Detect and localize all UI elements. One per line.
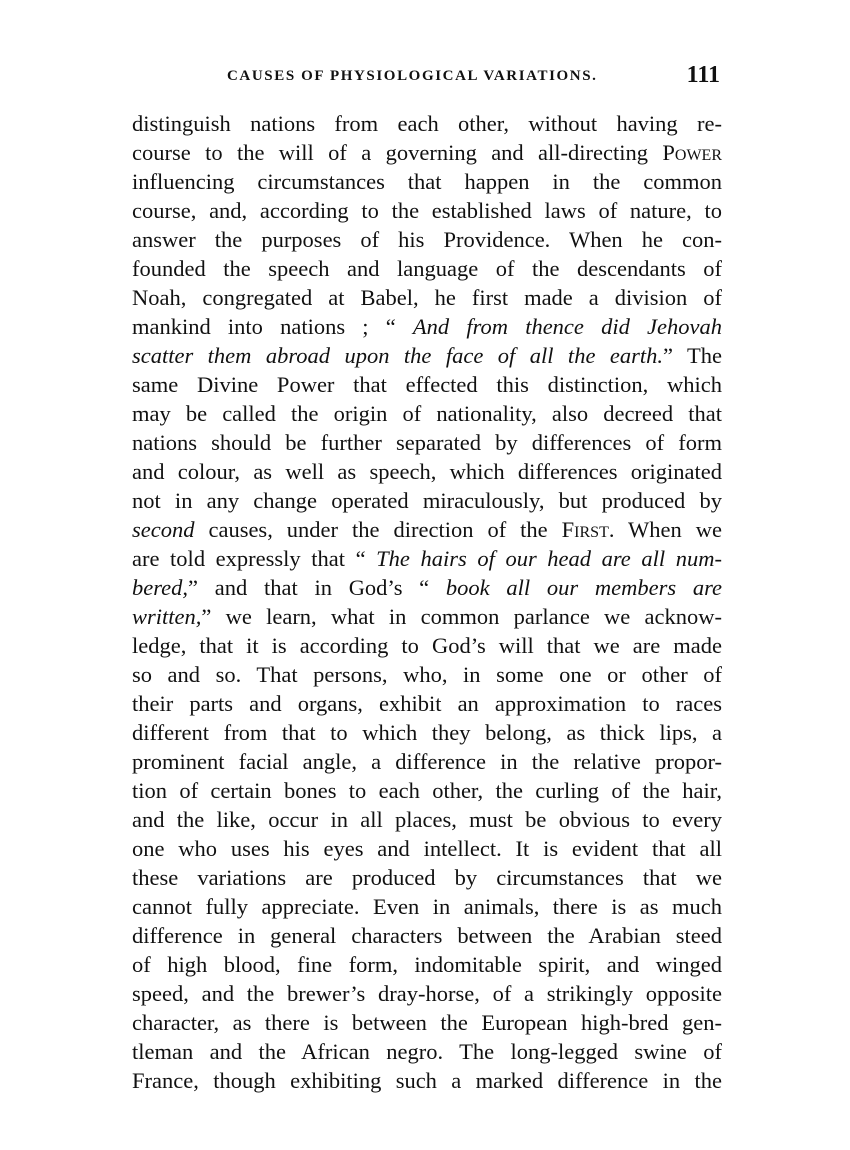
text-line: mankind into nations ; “ And from thence did Jehovah bbox=[132, 314, 722, 339]
page-header bbox=[132, 62, 722, 98]
text-line: are told expressly that “ The hairs of our head are all num- bbox=[132, 546, 722, 571]
text-line: one who uses his eyes and intellect. It is evident that all bbox=[132, 836, 722, 861]
text-line: France, though exhibiting such a marked difference in the bbox=[132, 1068, 722, 1093]
text-line: written,” we learn, what in common parlance we acknow- bbox=[132, 604, 722, 629]
italic-quote: book all our members are bbox=[445, 575, 722, 600]
text-line: may be called the origin of nationality, also decreed that bbox=[132, 401, 722, 426]
text-line: prominent facial angle, a difference in the relative propor- bbox=[132, 749, 722, 774]
text-line: and colour, as well as speech, which differences originated bbox=[132, 459, 722, 484]
small-caps-word: First bbox=[561, 517, 609, 542]
text-line: scatter them abroad upon the face of all the earth.” The bbox=[132, 343, 723, 368]
italic-quote: The hairs of our head are all num- bbox=[376, 546, 722, 571]
text-line: Noah, congregated at Babel, he first made a division of bbox=[132, 285, 722, 310]
text-line: these variations are produced by circumstances that we bbox=[132, 865, 722, 890]
text-line: founded the speech and language of the descendants of bbox=[132, 256, 722, 281]
text-line: not in any change operated miraculously, but produced by bbox=[132, 488, 722, 513]
italic-quote: scatter them abroad upon the face of all the earth. bbox=[132, 343, 663, 368]
text-line: course to the will of a governing and all-directing Power bbox=[132, 140, 722, 165]
text-line: different from that to which they belong, as thick lips, a bbox=[132, 720, 722, 745]
text-line: character, as there is between the European high-bred gen- bbox=[132, 1010, 722, 1035]
italic-quote: bered, bbox=[132, 575, 189, 600]
text-line: course, and, according to the established laws of nature, to bbox=[132, 198, 722, 223]
text-line: cannot fully appreciate. Even in animals, there is as much bbox=[132, 894, 722, 919]
page-number: 111 bbox=[686, 62, 720, 88]
small-caps-word: Power bbox=[662, 140, 722, 165]
text-line: answer the purposes of his Providence. When he con- bbox=[132, 227, 722, 252]
text-line: bered,” and that in God’s “ book all our members are bbox=[132, 575, 722, 600]
text-line: so and so. That persons, who, in some one or other of bbox=[132, 662, 722, 687]
text-line: their parts and organs, exhibit an approximation to races bbox=[132, 691, 722, 716]
text-line: ledge, that it is according to God’s will that we are made bbox=[132, 633, 722, 658]
text-line: nations should be further separated by differences of form bbox=[132, 430, 722, 455]
italic-quote: written, bbox=[132, 604, 202, 629]
text-line: second causes, under the direction of the First. When we bbox=[132, 517, 722, 542]
body-text bbox=[132, 109, 722, 1095]
text-line: speed, and the brewer’s dray-horse, of a strikingly opposite bbox=[132, 981, 722, 1006]
text-line: distinguish nations from each other, without having re- bbox=[132, 111, 722, 136]
text-line: difference in general characters between the Arabian steed bbox=[132, 923, 722, 948]
text-line: influencing circumstances that happen in the common bbox=[132, 169, 722, 194]
italic-word: second bbox=[132, 517, 195, 542]
text-line: of high blood, fine form, indomitable spirit, and winged bbox=[132, 952, 722, 977]
text-line: tion of certain bones to each other, the curling of the hair, bbox=[132, 778, 722, 803]
text-line: tleman and the African negro. The long-legged swine of bbox=[132, 1039, 722, 1064]
italic-quote: And from thence did Jehovah bbox=[412, 314, 722, 339]
text-line: same Divine Power that effected this distinction, which bbox=[132, 372, 722, 397]
text-line: and the like, occur in all places, must be obvious to every bbox=[132, 807, 722, 832]
running-head: CAUSES OF PHYSIOLOGICAL VARIATIONS. bbox=[227, 68, 598, 84]
